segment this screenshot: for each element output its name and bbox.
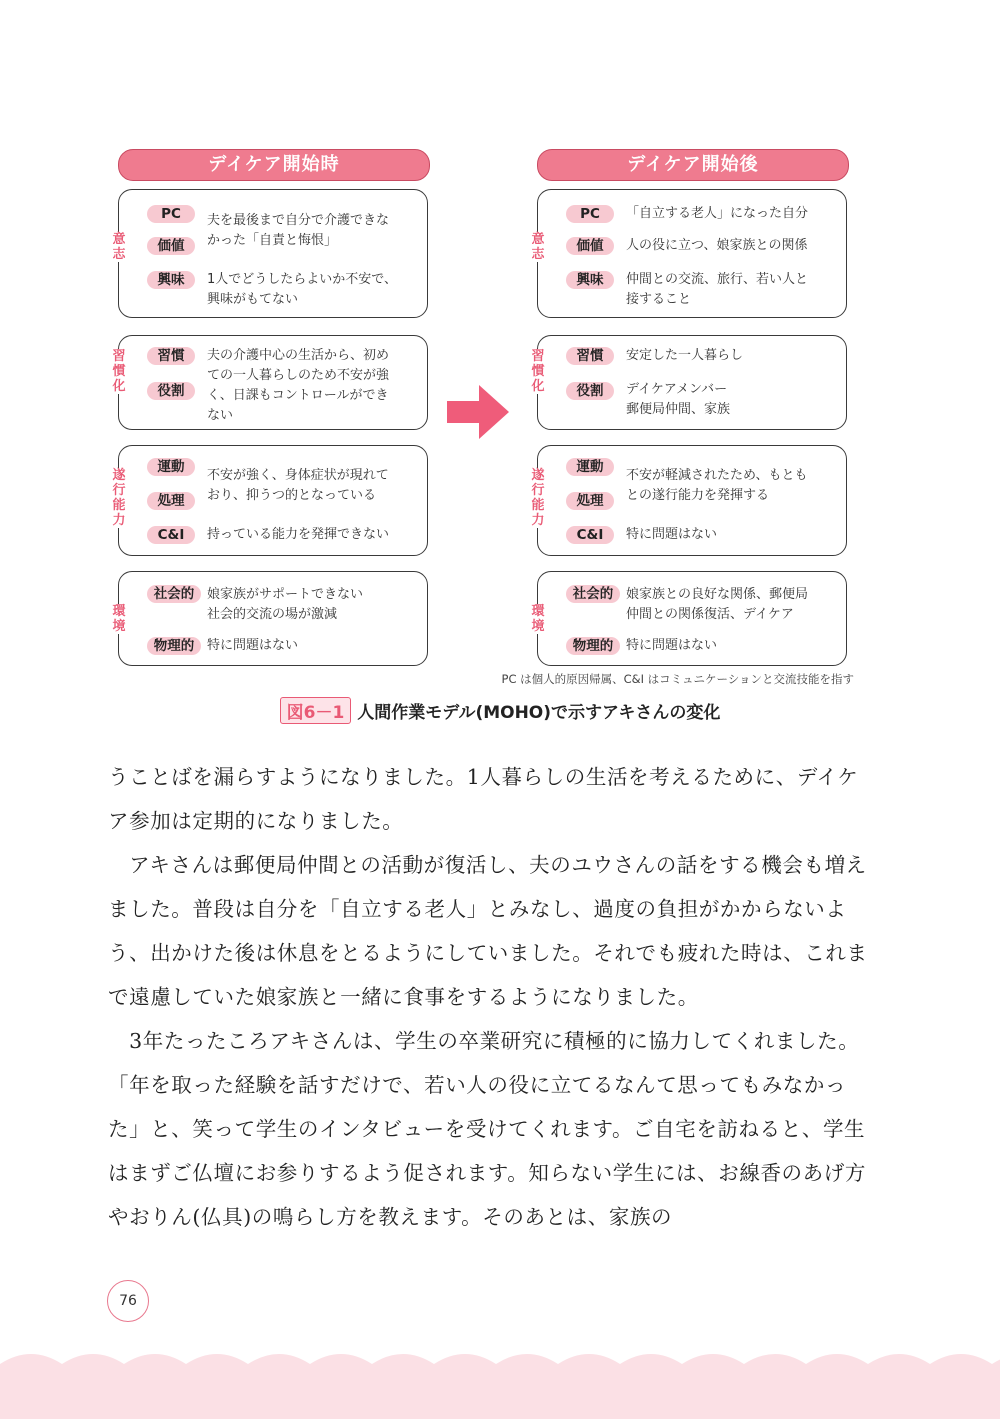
tag-role: 役割	[566, 382, 614, 400]
after-value-text: 人の役に立つ、娘家族との関係	[626, 238, 808, 253]
footer-wave-decoration	[0, 1352, 1000, 1419]
before-performance-box	[112, 445, 428, 556]
before-social-text: 娘家族がサポートできない 社会的交流の場が激減	[207, 587, 364, 622]
before-environment-box	[112, 571, 428, 666]
tag-motor: 運動	[147, 458, 195, 476]
page-number: 76	[107, 1280, 149, 1322]
tag-process: 処理	[566, 492, 614, 510]
after-social-text: 娘家族との良好な関係、郵便局 仲間との関係復活、デイケア	[626, 587, 809, 622]
side-label-will: 意志	[107, 232, 131, 262]
after-will-box	[531, 189, 847, 318]
figure-title: 人間作業モデル(MOHO)で示すアキさんの変化	[357, 703, 721, 723]
tag-pc: PC	[147, 205, 195, 223]
before-header: デイケア開始時	[118, 149, 430, 181]
before-habit-box	[112, 335, 428, 430]
tag-value: 価値	[566, 237, 614, 255]
side-label-performance: 遂行能力	[107, 468, 131, 528]
before-pc-value-text: 夫を最後まで自分で介護できな かった「自責と悔恨」	[207, 213, 390, 248]
after-environment-box	[531, 571, 847, 666]
side-label-habit: 習慣化	[526, 349, 550, 394]
after-habit-text: 安定した一人暮らし	[626, 348, 744, 363]
figure-note: PC は個人的原因帰属、C&I はコミュニケーションと交流技能を指す	[501, 672, 854, 686]
side-label-performance: 遂行能力	[526, 468, 550, 528]
tag-social: 社会的	[566, 585, 620, 603]
after-physical-text: 特に問題はない	[626, 638, 718, 653]
tag-motor: 運動	[566, 458, 614, 476]
right-arrow-icon	[445, 383, 513, 441]
tag-physical: 物理的	[147, 637, 201, 655]
tag-ci: C&I	[566, 526, 614, 544]
before-motor-process-text: 不安が強く、身体症状が現れて おり、抑うつ的となっている	[207, 468, 389, 503]
side-label-environment: 環境	[526, 604, 550, 634]
after-ci-text: 特に問題はない	[626, 527, 718, 542]
before-habit-text: 夫の介護中心の生活から、初め ての一人暮らしのため不安が強 く、日課もコントロールができ ない	[207, 348, 390, 423]
side-label-environment: 環境	[107, 604, 131, 634]
tag-habit: 習慣	[566, 347, 614, 365]
tag-interest: 興味	[147, 271, 195, 289]
after-header: デイケア開始後	[537, 149, 849, 181]
tag-interest: 興味	[566, 271, 614, 289]
after-pc-text: 「自立する老人」になった自分	[626, 206, 809, 221]
after-habit-box	[531, 335, 847, 430]
after-motor-process-text: 不安が軽減されたため、もとも との遂行能力を発揮する	[626, 468, 808, 503]
paragraph: うことばを漏らすようになりました。1人暮らしの生活を考えるために、デイケア参加は定期的になりました。	[108, 765, 859, 833]
tag-value: 価値	[147, 237, 195, 255]
tag-physical: 物理的	[566, 637, 620, 655]
before-will-box	[112, 189, 428, 318]
paragraph: 3年たったころアキさんは、学生の卒業研究に積極的に協力してくれました。「年を取った経験を話すだけで、若い人の役に立てるなんて思ってもみなかった」と、笑って学生のインタビューを受けてくれます。ご自宅を訪ねると、学生はまずご仏壇にお参りするよう促されます。知らない学生には、お線香のあげ方やおりん(仏具)の鳴らし方を教えます。そのあとは、家族の	[108, 1029, 866, 1229]
tag-habit: 習慣	[147, 347, 195, 365]
side-label-habit: 習慣化	[107, 349, 131, 394]
figure-label: 図6－1	[280, 697, 352, 724]
body-text	[108, 755, 868, 1239]
before-ci-text: 持っている能力を発揮できない	[207, 527, 390, 542]
figure-caption	[0, 697, 1000, 724]
paragraph: アキさんは郵便局仲間との活動が復活し、夫のユウさんの話をする機会も増えました。普段は自分を「自立する老人」とみなし、過度の負担がかからないよう、出かけた後は休息をとるようにしていました。それでも疲れた時は、これまで遠慮していた娘家族と一緒に食事をするようになりました。	[108, 853, 868, 1009]
before-physical-text: 特に問題はない	[207, 638, 299, 653]
after-performance-box	[531, 445, 847, 556]
tag-ci: C&I	[147, 526, 195, 544]
after-role-text: デイケアメンバー 郵便局仲間、家族	[626, 382, 731, 417]
tag-process: 処理	[147, 492, 195, 510]
tag-role: 役割	[147, 382, 195, 400]
tag-pc: PC	[566, 205, 614, 223]
before-interest-text: 1人でどうしたらよいか不安で、 興味がもてない	[207, 272, 398, 307]
tag-social: 社会的	[147, 585, 201, 603]
side-label-will: 意志	[526, 232, 550, 262]
after-interest-text: 仲間との交流、旅行、若い人と 接すること	[626, 272, 809, 307]
